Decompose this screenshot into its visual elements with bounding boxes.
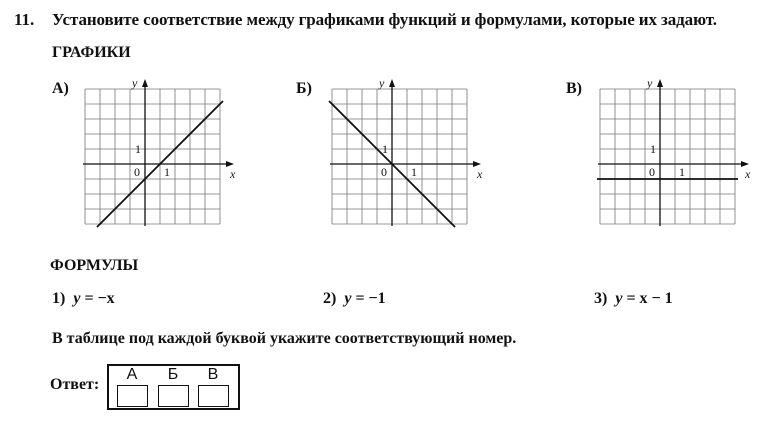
formula-rhs: = x − 1 bbox=[626, 290, 673, 307]
y-axis-label: y bbox=[132, 76, 138, 90]
x-axis-label: x bbox=[230, 167, 236, 181]
graph-label-v: В) bbox=[566, 80, 582, 97]
formulas-heading: ФОРМУЛЫ bbox=[50, 257, 139, 274]
formula-number: 2) bbox=[323, 290, 337, 307]
answer-cell-v[interactable] bbox=[198, 385, 229, 407]
graph-label-a: А) bbox=[52, 80, 69, 97]
origin-label: 0 bbox=[134, 165, 140, 179]
x-axis-label: x bbox=[477, 167, 483, 181]
answer-label: Ответ: bbox=[50, 376, 100, 393]
instruction: В таблице под каждой буквой укажите соответствующий номер. bbox=[52, 330, 517, 347]
unit-y-label: 1 bbox=[135, 142, 141, 156]
answer-table bbox=[107, 364, 240, 410]
unit-x-label: 1 bbox=[679, 165, 685, 179]
origin-label: 0 bbox=[381, 165, 387, 179]
graph-b bbox=[322, 78, 492, 238]
unit-x-label: 1 bbox=[411, 165, 417, 179]
y-axis-label: y bbox=[379, 76, 385, 90]
unit-y-label: 1 bbox=[650, 142, 656, 156]
formula-3 bbox=[594, 290, 673, 308]
formula-1 bbox=[52, 290, 115, 308]
origin-label: 0 bbox=[649, 165, 655, 179]
formula-rhs: = −x bbox=[84, 290, 115, 307]
graph-a bbox=[75, 78, 245, 238]
unit-x-label: 1 bbox=[164, 165, 170, 179]
answer-letter-b: Б bbox=[167, 366, 179, 383]
answer-letter-a: А bbox=[126, 366, 138, 383]
unit-y-label: 1 bbox=[382, 142, 388, 156]
formula-lhs: y bbox=[615, 290, 623, 307]
answer-letter-v: В bbox=[207, 366, 219, 383]
formula-number: 3) bbox=[594, 290, 608, 307]
answer-cell-b[interactable] bbox=[158, 385, 189, 407]
formula-number: 1) bbox=[52, 290, 66, 307]
task-number: 11. bbox=[14, 10, 35, 29]
task-statement: Установите соответствие между графиками функций и формулами, которые их задают. bbox=[52, 10, 717, 29]
graph-label-b: Б) bbox=[296, 80, 312, 97]
graphs-heading: ГРАФИКИ bbox=[52, 44, 131, 61]
formula-lhs: y bbox=[344, 290, 352, 307]
y-axis-label: y bbox=[647, 76, 653, 90]
x-axis-label: x bbox=[745, 167, 751, 181]
answer-cell-a[interactable] bbox=[117, 385, 148, 407]
formula-rhs: = −1 bbox=[355, 290, 386, 307]
y-axis-arrow-icon bbox=[389, 79, 395, 87]
graph-v bbox=[590, 78, 760, 238]
y-axis-arrow-icon bbox=[657, 79, 663, 87]
formula-2 bbox=[323, 290, 386, 308]
y-axis-arrow-icon bbox=[142, 79, 148, 87]
formula-lhs: y bbox=[73, 290, 81, 307]
